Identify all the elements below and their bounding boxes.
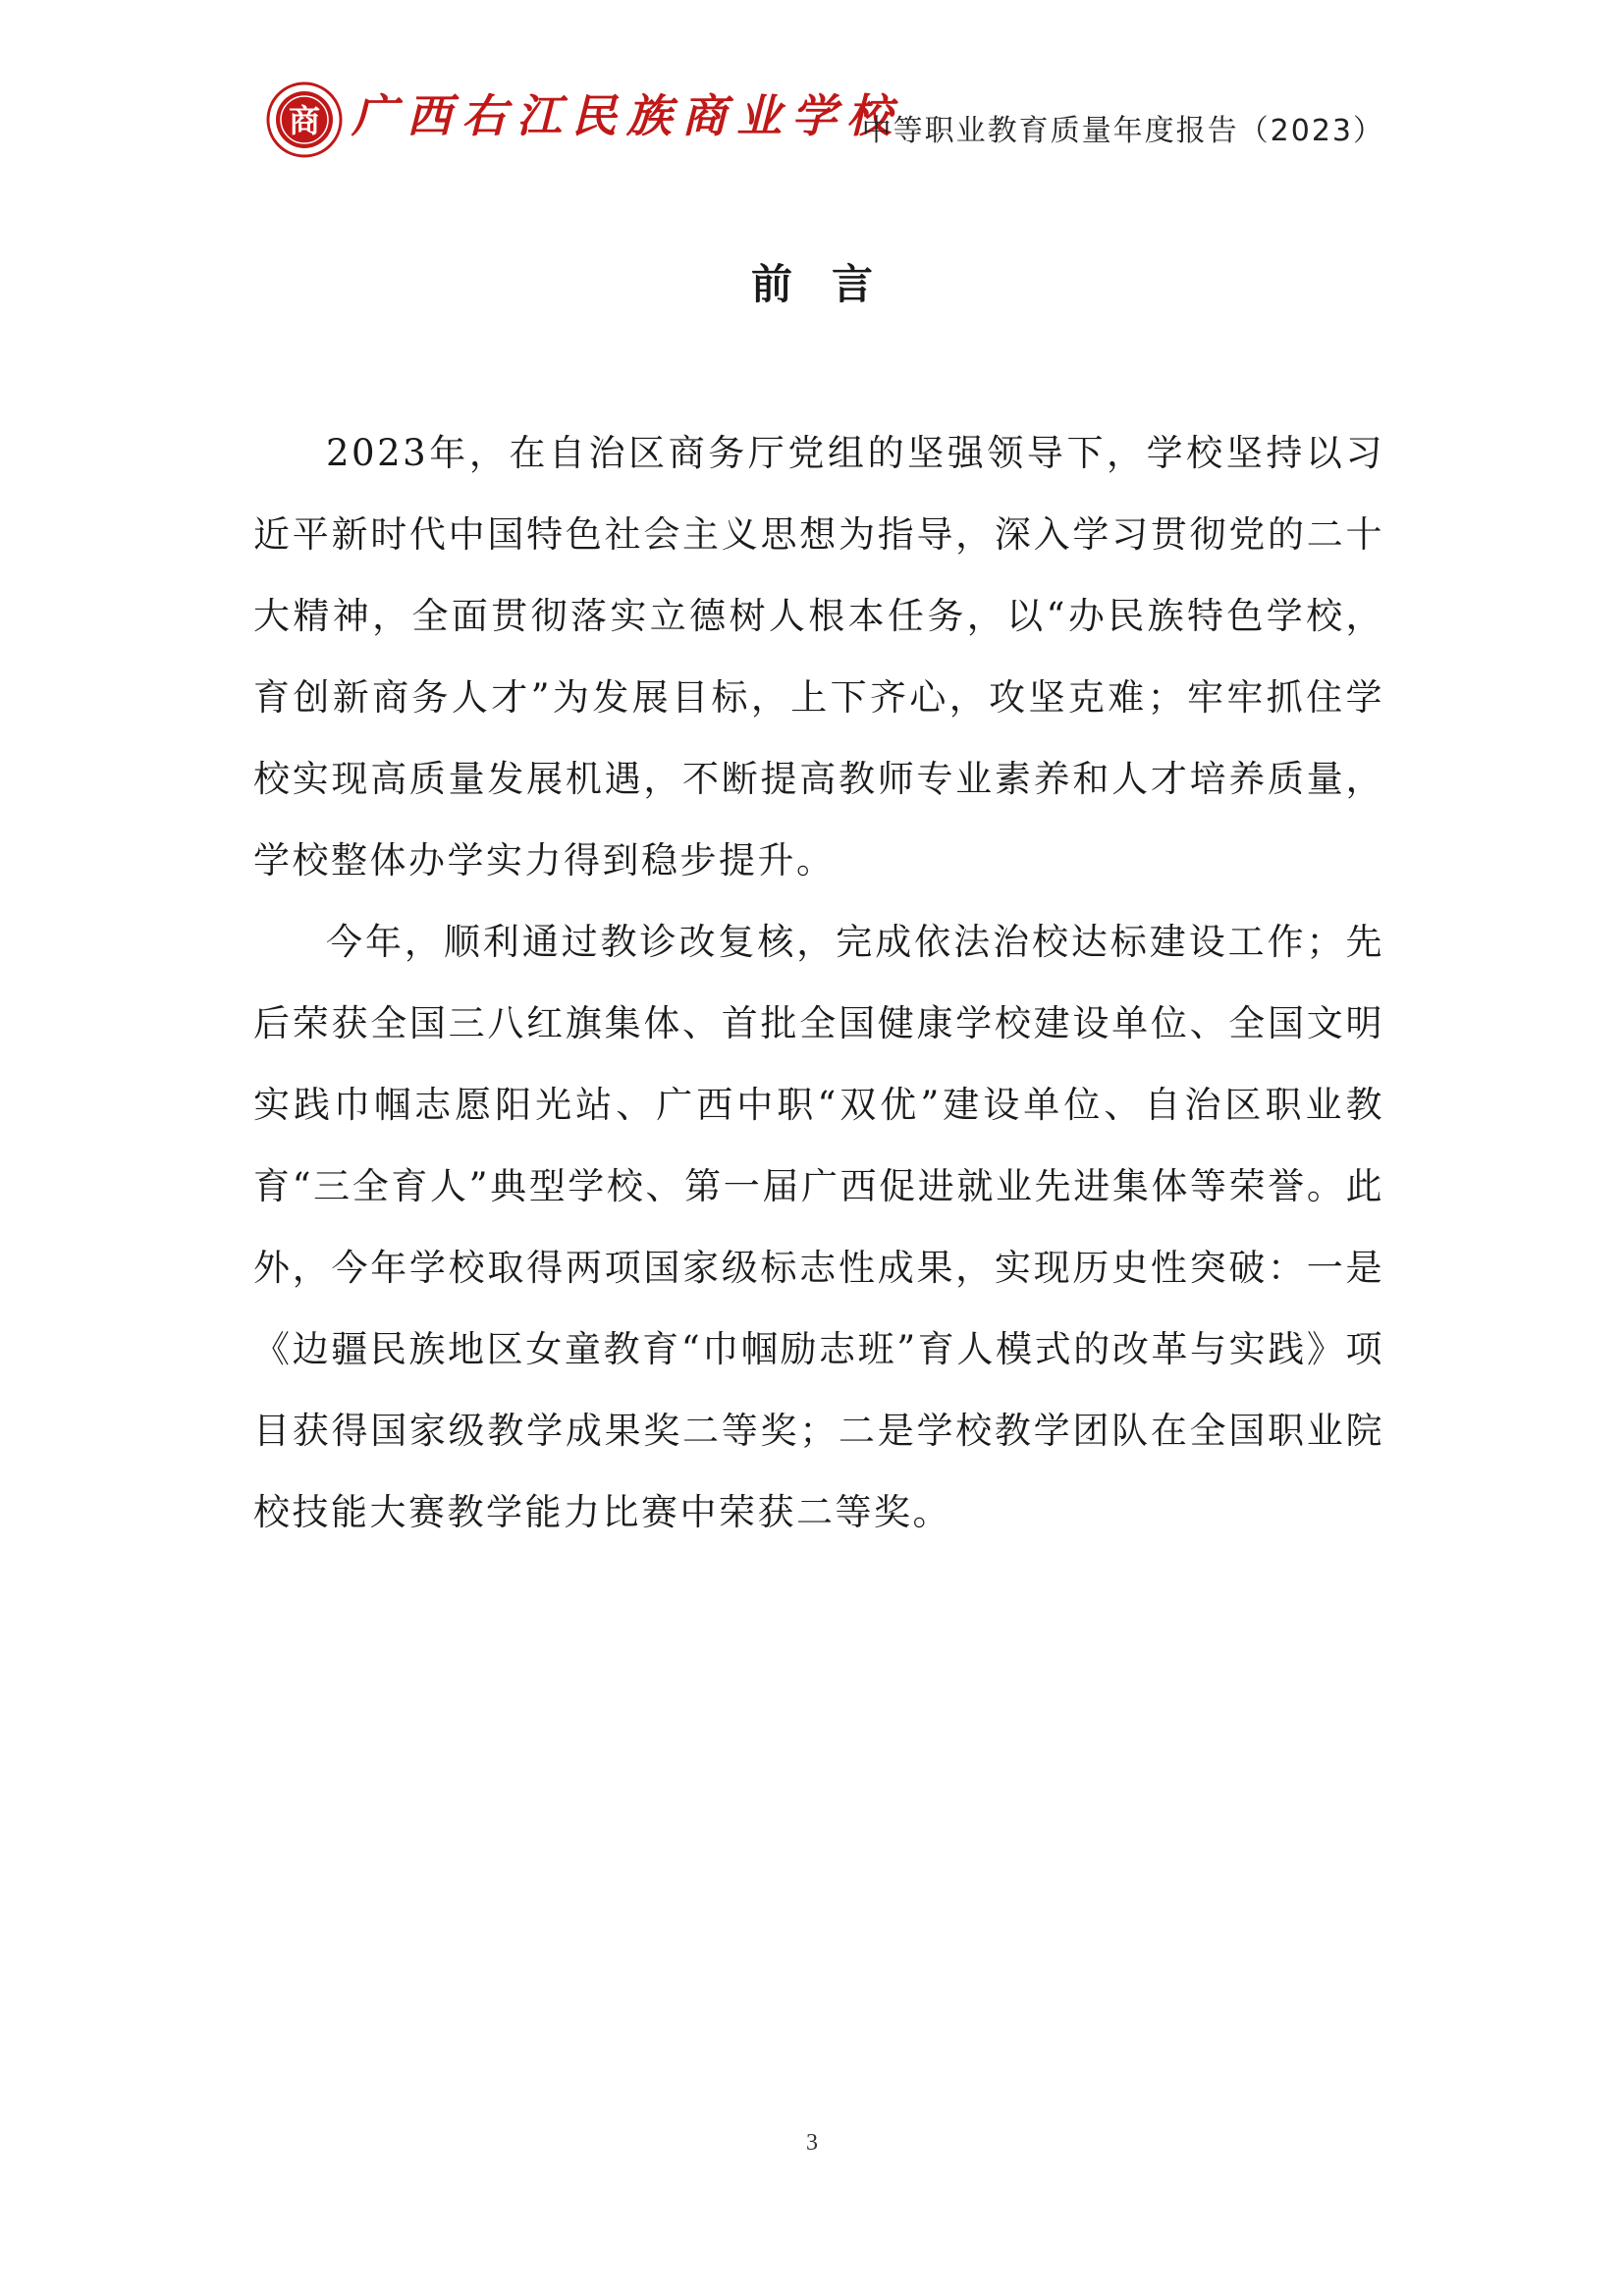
logo-glyph: 商 [288,102,321,139]
page-title: 前言 [750,260,912,308]
paragraph-1: 2023年，在自治区商务厅党组的坚强领导下，学校坚持以习近平新时代中国特色社会主义思想为指导，深入学习贯彻党的二十大精神，全面贯彻落实立德树人根本任务，以“办民族特色学校，育创新商务人才”为发展目标，上下齐心，攻坚克难；牢牢抓住学校实现高质量发展机遇，不断提高教师专业素养和人才培养质量，学校整体办学实力得到稳步提升。 [253,432,1384,881]
page-header [265,80,1384,159]
report-title: 中等职业教育质量年度报告（2023） [861,114,1384,148]
body-text [253,412,1384,1553]
school-logo-icon [265,80,344,159]
page-number: 3 [806,2130,818,2156]
paragraph-2: 今年，顺利通过教诊改复核，完成依法治校达标建设工作；先后荣获全国三八红旗集体、首批全国健康学校建设单位、全国文明实践巾帼志愿阳光站、广西中职“双优”建设单位、自治区职业教育“三全育人”典型学校、第一届广西促进就业先进集体等荣誉。此外，今年学校取得两项国家级标志性成果，实现历史性突破：一是《边疆民族地区女童教育“巾帼励志班”育人模式的改革与实践》项目获得国家级教学成果奖二等奖；二是学校教学团队在全国职业院校技能大赛教学能力比赛中荣获二等奖。 [253,921,1384,1533]
school-name: 广西右江民族商业学校 [352,89,901,142]
